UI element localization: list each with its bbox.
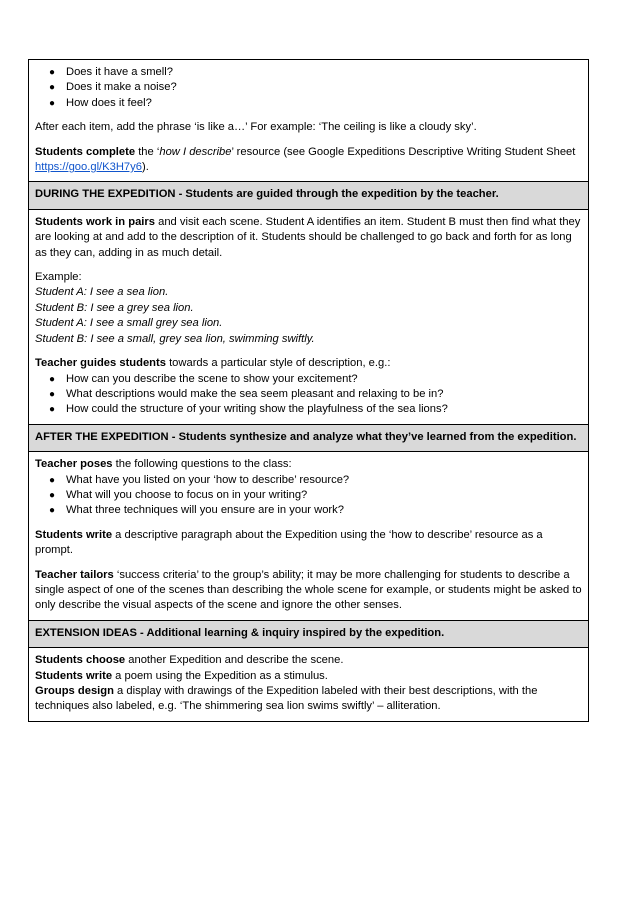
extension-ideas-heading: EXTENSION IDEAS - Additional learning & inquiry inspired by the expedition. bbox=[29, 620, 589, 647]
after-cell bbox=[29, 452, 589, 621]
list-item: ● What have you listed on your ‘how to describe’ resource? bbox=[43, 473, 582, 488]
list-item: ● How can you describe the scene to show your excitement? bbox=[43, 372, 582, 387]
bullet-icon: ● bbox=[49, 67, 56, 78]
teacher-tailors-paragraph: Teacher tailors ‘success criteria’ to the group’s ability; it may be more challenging for students to describe a single aspect of one of the scenes than describing the whole scene for example, or students might be asked to only describe the visual aspects of the scene and ignore the other senses. bbox=[35, 568, 582, 612]
class-question-list bbox=[35, 473, 582, 519]
students-choose-line: Students choose another Expedition and describe the scene. bbox=[35, 654, 344, 667]
work-in-pairs-paragraph: Students work in pairs and visit each scene. Student A identifies an item. Student B must then find what they are looking at and add to the description of it. Students should be challenged to go back and forth for as long as they can, adding in as much detail. bbox=[35, 215, 581, 259]
table-row bbox=[29, 620, 589, 647]
table-row bbox=[29, 648, 589, 722]
list-item: ● Does it make a noise? bbox=[43, 80, 582, 95]
during-expedition-heading: DURING THE EXPEDITION - Students are guided through the expedition by the teacher. bbox=[29, 182, 589, 209]
student-sheet-link[interactable]: https://goo.gl/K3H7y6 bbox=[35, 161, 142, 174]
teacher-poses-paragraph: Teacher poses the following questions to the class: bbox=[35, 458, 292, 471]
students-complete-paragraph: Students complete the ‘how I describe’ resource (see Google Expeditions Descriptive Writing Student Sheet https://goo.gl/K3H7y6). bbox=[35, 145, 576, 174]
table-row bbox=[29, 182, 589, 209]
after-expedition-heading: AFTER THE EXPEDITION - Students synthesize and analyze what they’ve learned from the expedition. bbox=[29, 424, 589, 451]
list-item: ● What will you choose to focus on in your writing? bbox=[43, 488, 582, 503]
example-line: Student A: I see a sea lion. bbox=[35, 286, 169, 299]
table-row bbox=[29, 424, 589, 451]
bullet-icon: ● bbox=[49, 474, 56, 486]
bullet-icon: ● bbox=[49, 388, 56, 400]
bullet-icon: ● bbox=[49, 97, 56, 109]
bullet-icon: ● bbox=[49, 82, 56, 94]
teacher-guides-paragraph: Teacher guides students towards a particular style of description, e.g.: bbox=[35, 357, 391, 370]
intro-cell bbox=[29, 60, 589, 182]
students-write-paragraph: Students write a descriptive paragraph about the Expedition using the ‘how to describe’ resource as a prompt. bbox=[35, 528, 543, 557]
description-question-list bbox=[35, 372, 582, 418]
list-item: ● How could the structure of your writing show the playfulness of the sea lions? bbox=[43, 402, 582, 417]
document-page bbox=[28, 59, 589, 722]
bullet-icon: ● bbox=[49, 505, 56, 517]
list-item: ● How does it feel? bbox=[43, 96, 582, 111]
students-write-line: Students write a poem using the Expedition as a stimulus. bbox=[35, 669, 328, 682]
table-row bbox=[29, 60, 589, 182]
bullet-icon: ● bbox=[49, 404, 56, 416]
bullet-icon: ● bbox=[49, 373, 56, 385]
list-item: ● What descriptions would make the sea seem pleasant and relaxing to be in? bbox=[43, 387, 582, 402]
example-line: Student B: I see a small, grey sea lion, swimming swiftly. bbox=[35, 332, 315, 345]
bullet-icon: ● bbox=[49, 489, 56, 501]
list-item: ● What three techniques will you ensure are in your work? bbox=[43, 503, 582, 518]
extension-cell bbox=[29, 648, 589, 722]
sense-question-list bbox=[35, 65, 582, 111]
during-cell bbox=[29, 209, 589, 424]
lesson-plan-table bbox=[28, 59, 589, 722]
table-row bbox=[29, 452, 589, 621]
example-line: Student B: I see a grey sea lion. bbox=[35, 301, 194, 314]
groups-design-line: Groups design a display with drawings of the Expedition labeled with their best descriptions, with the techniques also labeled, e.g. ‘The shimmering sea lion swims swiftly’ – alliteration. bbox=[35, 685, 538, 713]
table-row bbox=[29, 209, 589, 424]
list-item: ● Does it have a smell? bbox=[43, 65, 582, 80]
example-line: Student A: I see a small grey sea lion. bbox=[35, 317, 223, 330]
example-label: Example: bbox=[35, 271, 82, 284]
phrase-instruction: After each item, add the phrase ‘is like a…’ For example: ‘The ceiling is like a cloudy sky’. bbox=[35, 121, 477, 134]
